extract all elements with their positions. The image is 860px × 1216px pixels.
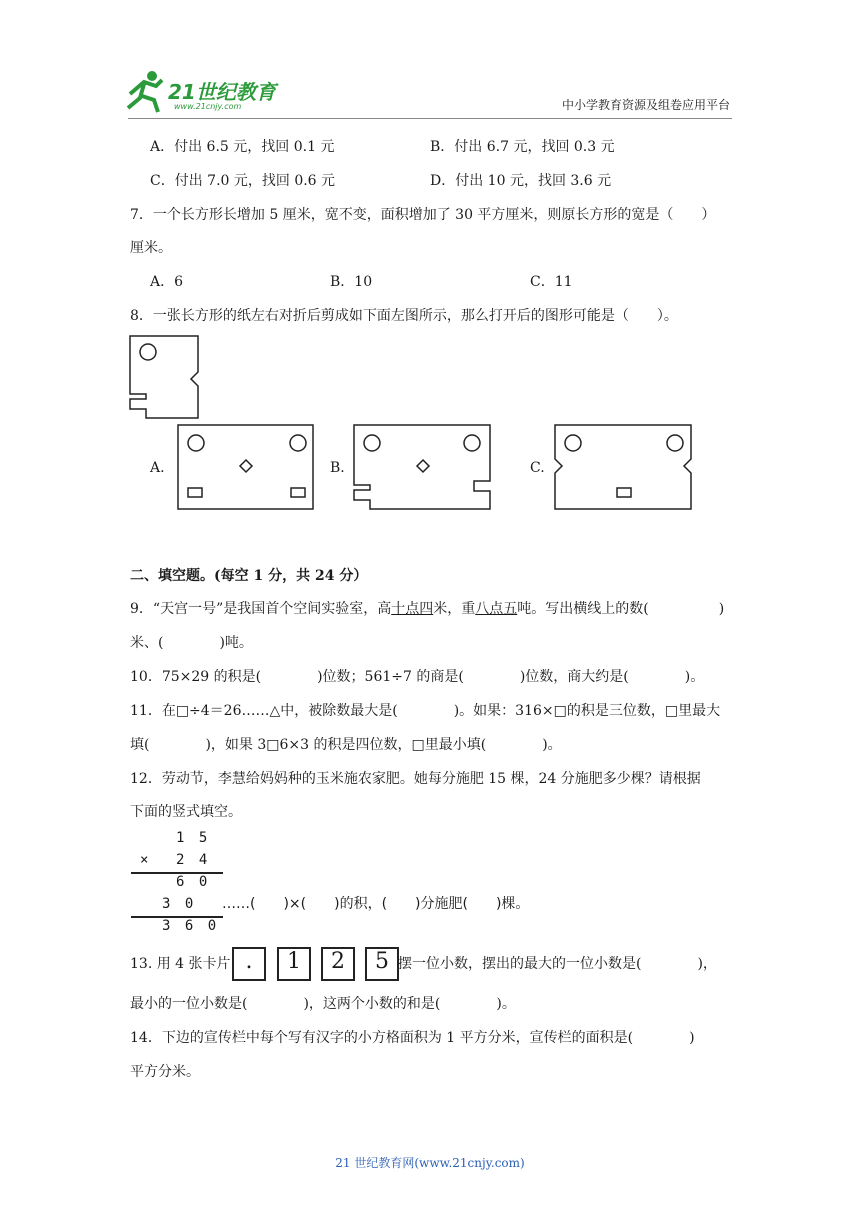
q9-text-cont: 米、( )吨。 [130,635,253,651]
vertical-calc-note: ……( )×( )的积，( )分施肥( )棵。 [222,896,530,912]
q6-option-a: A．付出 6.5 元，找回 0.1 元 [150,139,335,155]
q14-text-cont: 平方分米。 [130,1064,200,1080]
logo-url: www.21cnjy.com [174,102,242,111]
q6-option-c: C．付出 7.0 元，找回 0.6 元 [150,173,336,189]
q7-text-cont: 厘米。 [130,240,172,256]
logo-text: 21世纪教育 [168,80,276,104]
q8-option-a-figure [176,423,316,513]
footer-text: 21 世纪教育网(www.21cnjy.com) [335,1156,525,1170]
q9-text [130,599,724,619]
q11-text-cont: 填( )，如果 3□6×3 的积是四位数，□里最小填( )。 [130,737,562,753]
header-divider [128,118,732,119]
vertical-calc-row-1: 1 5 [176,830,211,846]
vertical-calc-row-3: 6 0 [176,874,211,890]
q8-label-c: C. [530,460,545,476]
q8-option-b-figure [352,423,494,513]
q12-text: 12．劳动节，李慧给妈妈种的玉米施农家肥。她每分施肥 15 棵，24 分施肥多少棵？请根据 [130,771,701,787]
vertical-calc-row-2: 2 4 [176,852,211,868]
q9-part-1: 9．“天宫一号”是我国首个空间实验室，高 [130,601,392,617]
q8-option-c-figure [553,423,695,513]
card-decimal-point: . [232,947,266,981]
q7-option-c: C．11 [530,274,573,290]
vertical-calc-row-4: 3 0 [162,896,197,912]
q13-suffix: 摆一位小数，摆出的最大的一位小数是( )， [398,956,717,972]
card-digit-5: 5 [365,947,399,981]
site-logo [122,68,292,118]
folded-paper-figure [128,334,202,420]
q10-text: 10．75×29 的积是( )位数；561÷7 的商是( )位数，商大约是( )。 [130,669,705,685]
q9-weight-words: 八点五 [475,601,518,617]
q9-part-2: 米，重 [433,601,476,617]
card-digit-2: 2 [321,947,355,981]
section-2-title: 二、填空题。(每空 1 分，共 24 分） [130,568,368,584]
q9-part-3: 吨。写出横线上的数( ) [517,601,725,617]
q12-text-cont: 下面的竖式填空。 [130,804,242,820]
q13-text-cont: 最小的一位小数是( )，这两个小数的和是( )。 [130,996,516,1012]
vertical-calc-row-5: 3 6 0 [162,918,220,934]
q7-text: 7．一个长方形长增加 5 厘米，宽不变，面积增加了 30 平方厘米，则原长方形的宽是（ ） [130,207,716,223]
platform-name: 中小学教育资源及组卷应用平台 [561,98,730,112]
card-digit-1: 1 [277,947,311,981]
vertical-calc-times: × [140,852,152,868]
q11-text: 11．在□÷4＝26……△中，被除数最大是( )。如果：316×□的积是三位数，□里最大 [130,703,721,719]
q8-label-b: B. [330,460,345,476]
q7-option-a: A．6 [150,274,184,290]
q14-text: 14．下边的宣传栏中每个写有汉字的小方格面积为 1 平方分米，宣传栏的面积是( ) [130,1030,695,1046]
q8-label-a: A. [150,460,165,476]
q6-option-b: B．付出 6.7 元，找回 0.3 元 [430,139,615,155]
q6-option-d: D．付出 10 元，找回 3.6 元 [430,173,612,189]
q13-prefix: 13. 用 4 张卡片 [130,956,231,972]
q8-text: 8．一张长方形的纸左右对折后剪成如下面左图所示，那么打开后的图形可能是（ ）。 [130,308,678,324]
q7-option-b: B．10 [330,274,373,290]
runner-logo-icon [122,68,168,114]
q9-height-words: 十点四 [391,601,434,617]
